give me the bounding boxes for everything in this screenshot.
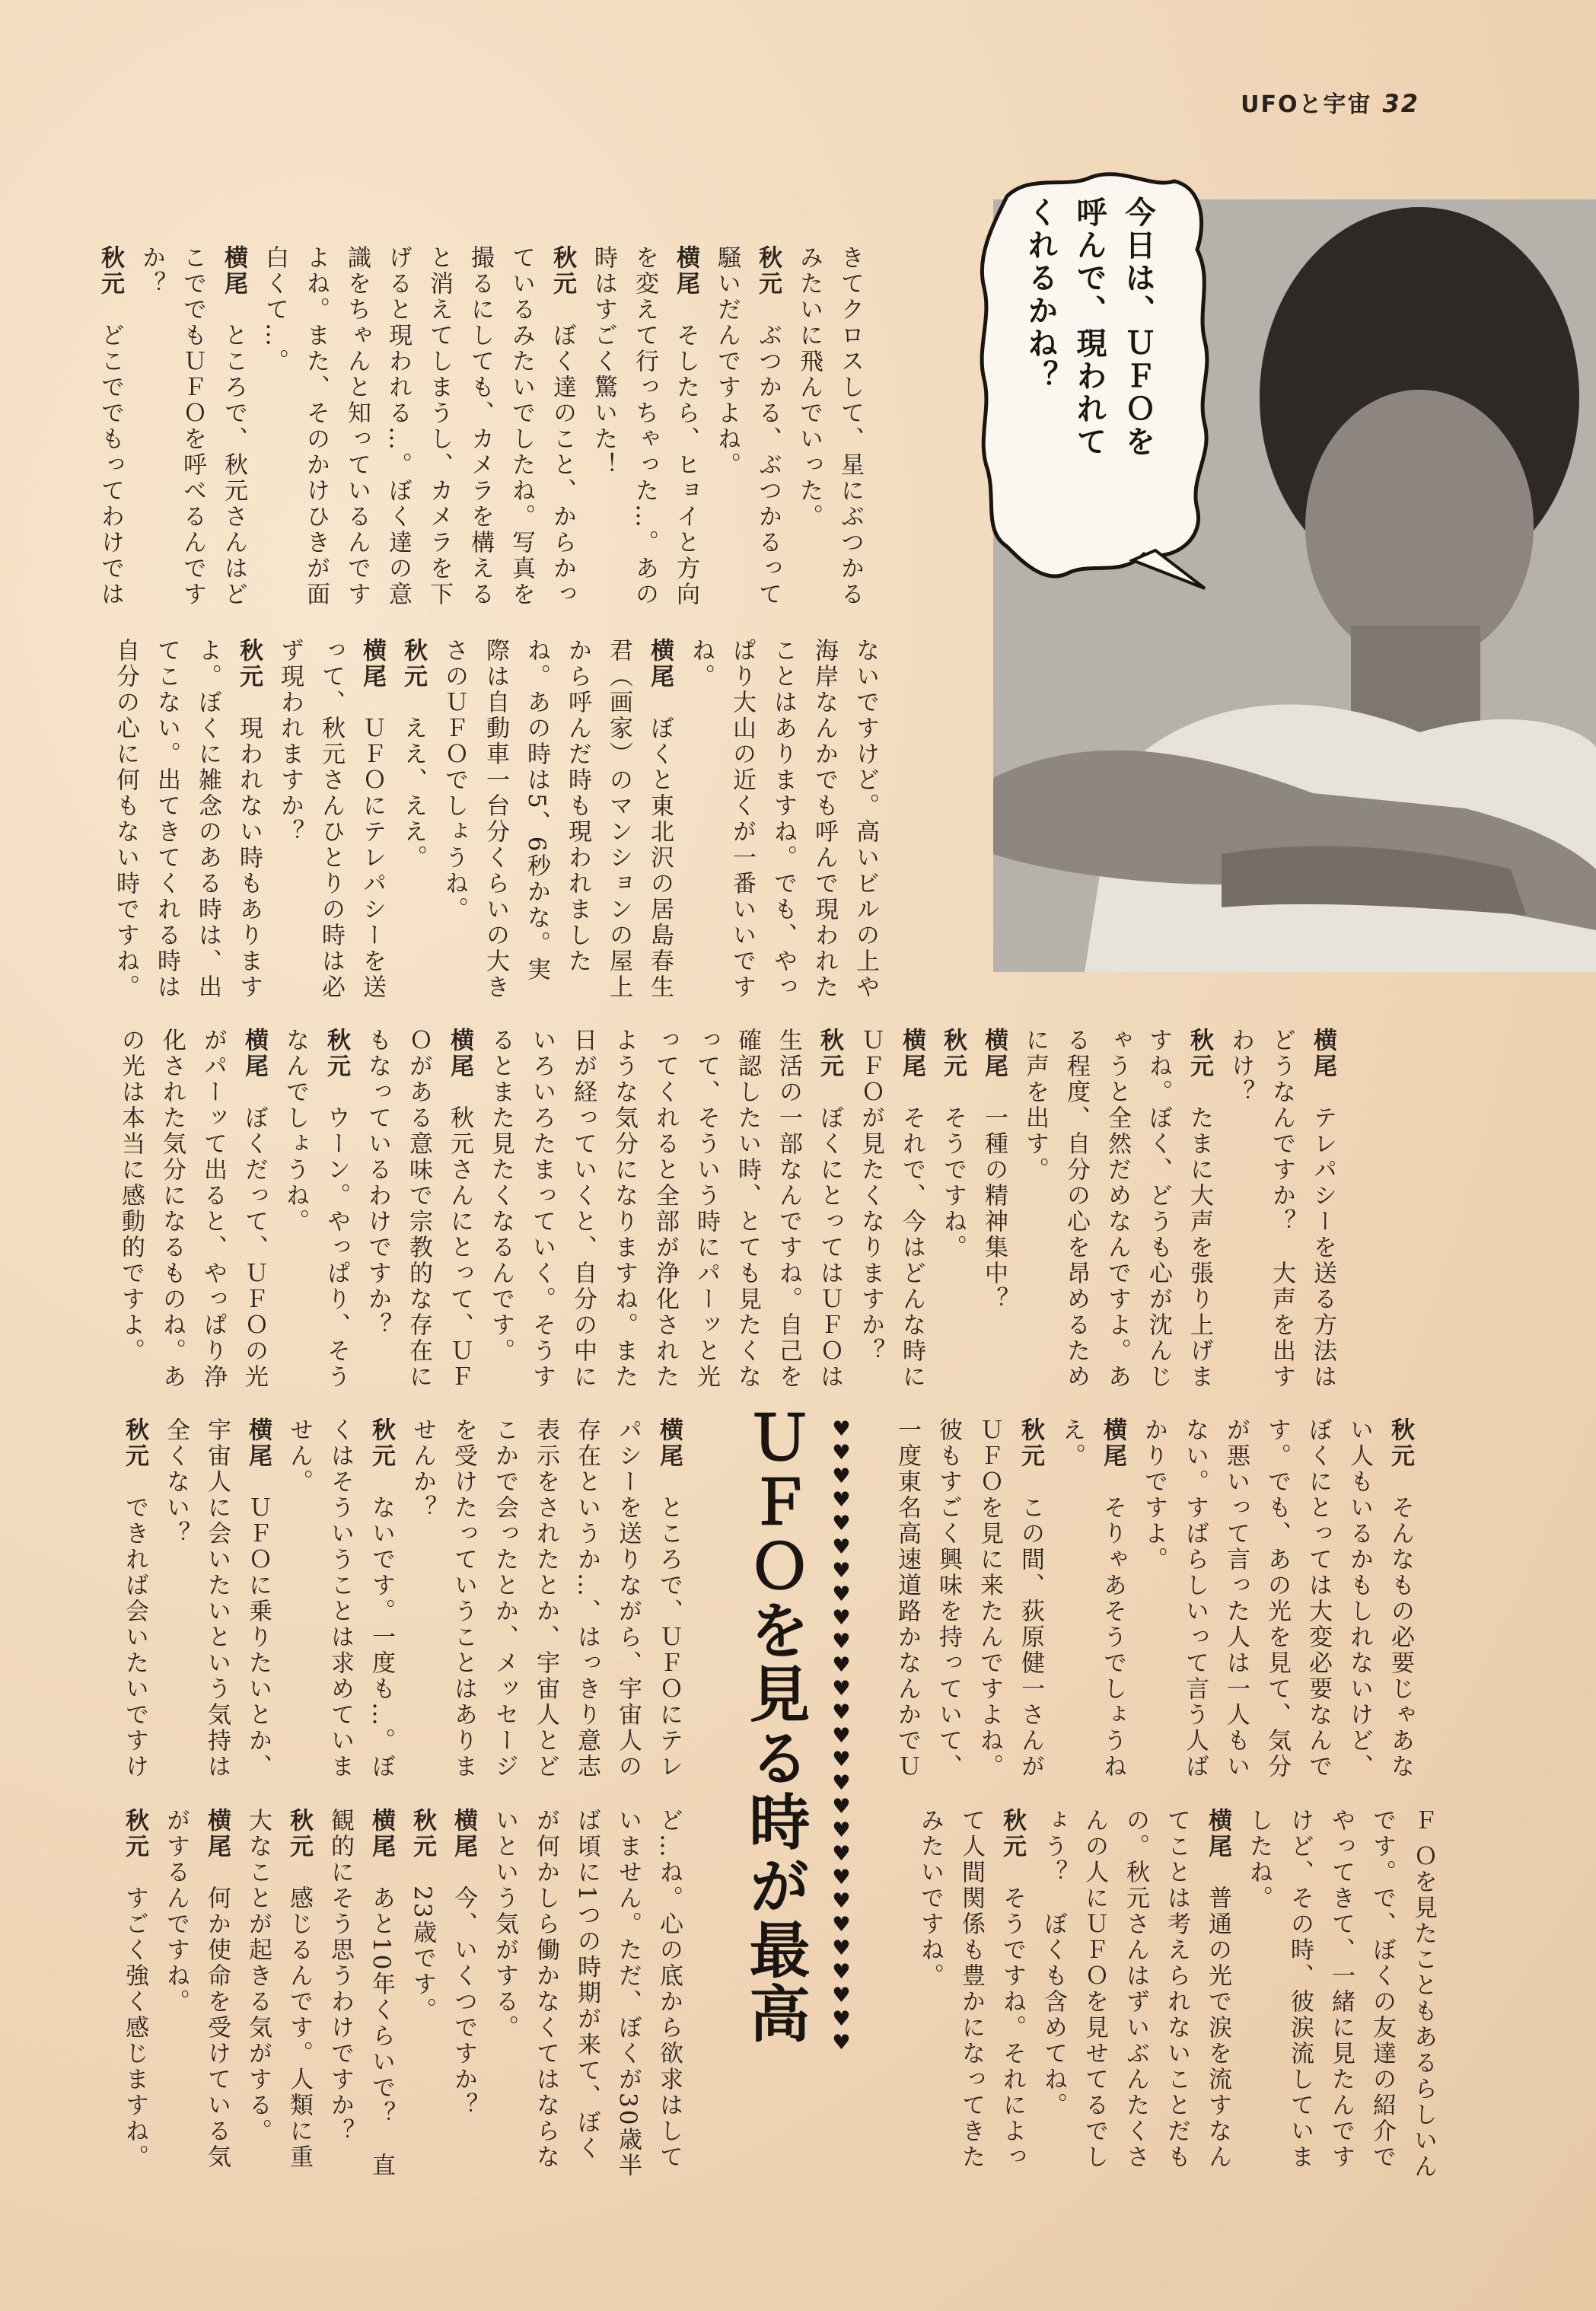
text-line: パシーを送りながら、宇宙人の: [614, 1417, 642, 1780]
text-line: 観的にそう思うわけですか？: [327, 1808, 354, 2144]
speaker-name: 横尾: [220, 245, 247, 297]
speaker-name: 秋元: [754, 245, 782, 297]
speaker-name: 横尾: [203, 1808, 231, 1860]
speaker-name: 秋元: [549, 245, 576, 297]
speaker-name: 秋元: [235, 638, 263, 690]
speaker-name: 横尾: [244, 1417, 272, 1469]
text-line: こででもＵＦＯを呼べるんです: [179, 245, 206, 607]
text-line: ような気分になりますね。また: [610, 1028, 638, 1390]
text-line: どこででもってわけでは: [97, 297, 124, 607]
text-line: ぱり大山の近くが一番いいです: [728, 638, 756, 1000]
text-line: ぼくにとってはＵＦＯは: [816, 1079, 843, 1390]
text-line: てことは考えられないことだも: [1163, 1808, 1190, 2170]
speaker-name: 横尾: [1204, 1808, 1231, 1860]
text-line: 白くて…。: [261, 245, 288, 375]
text-line: すね。ぼく、どうも心が沈んじ: [1145, 1028, 1172, 1390]
text-line: 撮るにしても、カメラを構える: [467, 245, 494, 607]
text-line: 大なことが起きる気がする。: [244, 1808, 272, 2144]
text-line: ところで、秋元さんはど: [220, 297, 247, 607]
text-line: ええ、ええ。: [400, 690, 427, 871]
text-line: ことはありますね。でも、やっ: [769, 638, 797, 1000]
text-line: 君（画家）のマンションの屋上: [605, 638, 632, 1000]
text-line: ウーン。やっぱり、そう: [323, 1079, 350, 1390]
speaker-name: 秋元: [121, 1808, 148, 1860]
text-line: よ。ぼくに雑念のある時は、出: [194, 638, 221, 1000]
text-line: に声を出す。: [1021, 1028, 1049, 1183]
text-line: きてクロスして、星にぶつかる: [836, 245, 864, 607]
text-line: ぼくにとっては大変必要なんで: [1305, 1417, 1332, 1780]
text-line: が悪いって言った人は一人もい: [1222, 1417, 1250, 1780]
text-line: ゃうと全然だめなんですよ。あ: [1104, 1028, 1131, 1390]
text-line: ず現われますか？: [276, 638, 304, 845]
text-line: そうですね。: [939, 1079, 967, 1261]
text-line: 宇宙人に会いたいという気持は: [203, 1417, 231, 1780]
speaker-name: 横尾: [672, 245, 699, 297]
text-line: 彼もすごく興味を持っていて、: [935, 1417, 962, 1780]
text-line: いという気がする。: [491, 1808, 518, 2041]
text-line: Ｏがある意味で宗教的な存在に: [405, 1028, 432, 1390]
text-line: みたいに飛んでいった。: [795, 245, 823, 530]
text-line: どうなんですか？ 大声を出す: [1268, 1028, 1295, 1390]
speaker-name: 秋元: [323, 1028, 350, 1079]
text-line: 一種の精神集中？: [980, 1079, 1008, 1312]
text-line: ぶつかる、ぶつかるって: [754, 297, 782, 607]
text-line: 存在というか…、はっきり意志: [573, 1417, 600, 1780]
text-line: んの人にＵＦＯを見せてるでし: [1081, 1808, 1108, 2170]
speaker-name: 横尾: [1099, 1417, 1126, 1469]
text-line: こかで会ったとか、メッセージ: [491, 1417, 518, 1780]
speaker-name: 秋元: [999, 1808, 1026, 1860]
text-line: がパーッて出ると、やっぱり浄: [199, 1028, 227, 1390]
speaker-name: 横尾: [980, 1028, 1008, 1079]
text-line: 現われない時もあります: [235, 690, 263, 1000]
text-line: 普通の光で涙を流すなん: [1204, 1860, 1231, 2170]
speaker-name: 横尾: [358, 638, 386, 690]
text-line: てこない。出てきてくれる時は: [153, 638, 180, 1000]
text-line: ないですけど。高いビルの上や: [852, 638, 879, 1000]
text-line: の。秋元さんはずいぶんたくさ: [1122, 1808, 1149, 2170]
speaker-name: 横尾: [450, 1808, 477, 1860]
text-line: 確認したい時、とても見たくな: [734, 1028, 761, 1390]
text-line: が何かしら働かなくてはならな: [532, 1808, 559, 2170]
speaker-name: 横尾: [898, 1028, 925, 1079]
speaker-name: 秋元: [816, 1028, 843, 1079]
bubble-text: 今日は、ＵＦＯを 呼んで、現われて くれるかね？: [1023, 196, 1155, 458]
text-line: ない。すばらしいって言う人ば: [1181, 1417, 1209, 1780]
text-line: わけ？: [1227, 1028, 1254, 1105]
text-block-b: [105, 638, 927, 1034]
text-line: みたいですね。: [916, 1808, 944, 1989]
text-line: ってくれると全部が浄化された: [651, 1028, 679, 1390]
text-line: ＵＦＯにテレパシーを送: [358, 690, 386, 1000]
text-line: と消えてしまうし、カメラを下: [425, 245, 453, 607]
text-line: できれば会いたいですけ: [121, 1469, 148, 1780]
text-line: 自分の心に何もない時ですね。: [112, 638, 139, 1000]
text-line: です。で、ぼくの友達の紹介で: [1368, 1808, 1396, 2170]
text-line: 感じるんです。人類に重: [285, 1860, 313, 2170]
text-line: せんか？: [409, 1417, 436, 1521]
text-line: るとまた見たくなるんです。: [487, 1028, 514, 1364]
text-line: ょう？ ぼくも含めてね。: [1040, 1808, 1067, 2118]
section-headline: ＵＦＯを見る時が最高: [739, 1407, 810, 2046]
text-block-c: [110, 1028, 1384, 1423]
text-line: い人もいるかもしれないけど、: [1346, 1417, 1373, 1780]
text-line: 何か使命を受けている気: [203, 1860, 231, 2170]
text-line: そんなもの必要じゃあな: [1387, 1469, 1414, 1780]
text-line: げると現われる…。ぼく達の意: [384, 245, 412, 607]
text-block-d: [887, 1417, 1462, 1780]
text-line: を受けたっていうことはありま: [450, 1417, 477, 1780]
text-line: ね。: [687, 638, 715, 690]
text-line: たまに大声を張り上げま: [1186, 1079, 1213, 1390]
text-line: そうですね。それによっ: [999, 1860, 1026, 2170]
text-line: したね。: [1245, 1808, 1273, 1911]
text-line: かりですよ。: [1140, 1417, 1168, 1573]
text-line: やってきて、一緒に見たんです: [1327, 1808, 1355, 2170]
text-line: ぼくだって、ＵＦＯの光: [241, 1079, 268, 1390]
speaker-name: 秋元: [368, 1417, 395, 1469]
speaker-name: 横尾: [241, 1028, 268, 1079]
speaker-name: 秋元: [285, 1808, 313, 1860]
text-line: 今、いくつですか？: [450, 1860, 477, 2118]
text-line: 騒いだんですよね。: [713, 245, 741, 478]
text-line: ね。あの時は5、6秒かな。実: [523, 638, 550, 983]
text-line: せん。: [285, 1417, 313, 1495]
heart-ornament-column: ♥♥♥♥♥♥♥♥♥♥♥♥♥♥♥♥♥♥♥♥♥♥♥♥♥♥♥: [830, 1417, 853, 2054]
speaker-name: 秋元: [1017, 1417, 1044, 1469]
text-line: 時はすごく驚いた！: [590, 245, 617, 478]
text-line: 全くない？: [162, 1417, 190, 1547]
text-line: 秋元さんにとって、ＵＦ: [446, 1079, 473, 1390]
text-line: 化された気分になるものね。あ: [158, 1028, 186, 1390]
text-line: ＵＦＯが見たくなりますか？: [857, 1028, 884, 1364]
section-title: UFOと宇宙: [1241, 91, 1372, 118]
speaker-name: 横尾: [446, 1028, 473, 1079]
text-line: の光は本当に感動的ですよ。: [117, 1028, 145, 1364]
speaker-name: 秋元: [121, 1417, 148, 1469]
text-line: から呼んだ時も現われました: [564, 638, 591, 974]
text-line: 一度東名高速道路かなんかでＵ: [894, 1417, 921, 1780]
text-line: あと10年くらいで？ 直: [368, 1860, 395, 2179]
speaker-name: 秋元: [939, 1028, 967, 1079]
text-line: ないです。一度も…。ぼ: [368, 1469, 395, 1780]
speaker-name: 秋元: [97, 245, 124, 297]
speaker-name: 横尾: [646, 638, 674, 690]
text-line: って、秋元さんひとりの時は必: [317, 638, 345, 1000]
text-line: なんでしょうね。: [282, 1028, 309, 1235]
text-block-e: [114, 1417, 731, 1780]
text-line: って、そういう時にパーッと光: [693, 1028, 720, 1390]
text-line: 23歳です。: [409, 1860, 436, 2024]
text-line: そしたら、ヒョイと方向: [672, 297, 699, 607]
text-block-f: [909, 1808, 1485, 2204]
text-line: くはそういうことは求めていま: [327, 1417, 354, 1780]
text-line: す。でも、あの光を見て、気分: [1263, 1417, 1291, 1780]
text-line: ＵＦＯに乗りたいとか、: [244, 1469, 272, 1780]
text-line: よね。また、そのかけひきが面: [302, 245, 330, 607]
text-line: ど…ね。心の底から欲求はして: [655, 1808, 683, 2170]
speaker-name: 秋元: [1387, 1417, 1414, 1469]
text-line: ＵＦＯを見に来たんですよね。: [976, 1417, 1003, 1780]
text-line: Ｆ Ｏを見たこともあるらしいん: [1410, 1808, 1437, 2180]
page-number: 32: [1382, 89, 1419, 118]
running-header: [1241, 85, 1419, 119]
text-line: すごく強く感じますね。: [121, 1860, 148, 2170]
text-line: もなっているわけですか？: [364, 1028, 391, 1338]
text-line: 日が経っていくと、自分の中に: [569, 1028, 597, 1390]
text-line: それで、今はどんな時に: [898, 1079, 925, 1390]
text-block-g: [114, 1808, 731, 2204]
text-line: 生活の一部なんですね。自己を: [775, 1028, 802, 1390]
text-line: がするんですね。: [162, 1808, 190, 2015]
text-line: 表示をされたとか、宇宙人とど: [532, 1417, 559, 1780]
text-line: を変えて行っちゃった…。あの: [631, 245, 658, 607]
text-line: ぼく達のこと、からかっ: [549, 297, 576, 607]
text-line: か？: [138, 245, 165, 297]
text-line: る程度、自分の心を昂めるため: [1062, 1028, 1090, 1390]
text-line: 際は自動車一台分くらいの大き: [482, 638, 509, 1000]
speaker-name: 横尾: [368, 1808, 395, 1860]
speaker-name: 秋元: [1186, 1028, 1213, 1079]
speaker-name: 横尾: [1309, 1028, 1336, 1079]
text-line: ているみたいでしたね。写真を: [508, 245, 535, 607]
text-line: そりゃあそうでしょうね: [1099, 1469, 1126, 1780]
text-line: て人間関係も豊かになってきた: [957, 1808, 985, 2170]
text-line: いません。ただ、ぼくが30歳半: [614, 1808, 642, 2179]
text-line: テレパシーを送る方法は: [1309, 1079, 1336, 1390]
speaker-name: 横尾: [655, 1417, 683, 1469]
speaker-name: 秋元: [400, 638, 427, 690]
text-block-a: [90, 245, 912, 641]
speaker-name: 秋元: [409, 1808, 436, 1860]
text-line: さのＵＦＯでしょうね。: [441, 638, 468, 923]
text-line: けど、その時、彼涙流していま: [1286, 1808, 1314, 2170]
text-line: いろいろたまっていく。そうす: [528, 1028, 556, 1390]
text-line: ところで、ＵＦＯにテレ: [655, 1469, 683, 1780]
text-line: 海岸なんかでも呼んで現われた: [811, 638, 838, 1000]
text-line: 識をちゃんと知っているんです: [343, 245, 371, 607]
text-line: この間、荻原健一さんが: [1017, 1469, 1044, 1780]
text-line: え。: [1058, 1417, 1085, 1469]
text-line: ば頃に1つの時期が来て、ぼく: [573, 1808, 600, 2162]
text-line: ぼくと東北沢の居島春生: [646, 690, 674, 1000]
